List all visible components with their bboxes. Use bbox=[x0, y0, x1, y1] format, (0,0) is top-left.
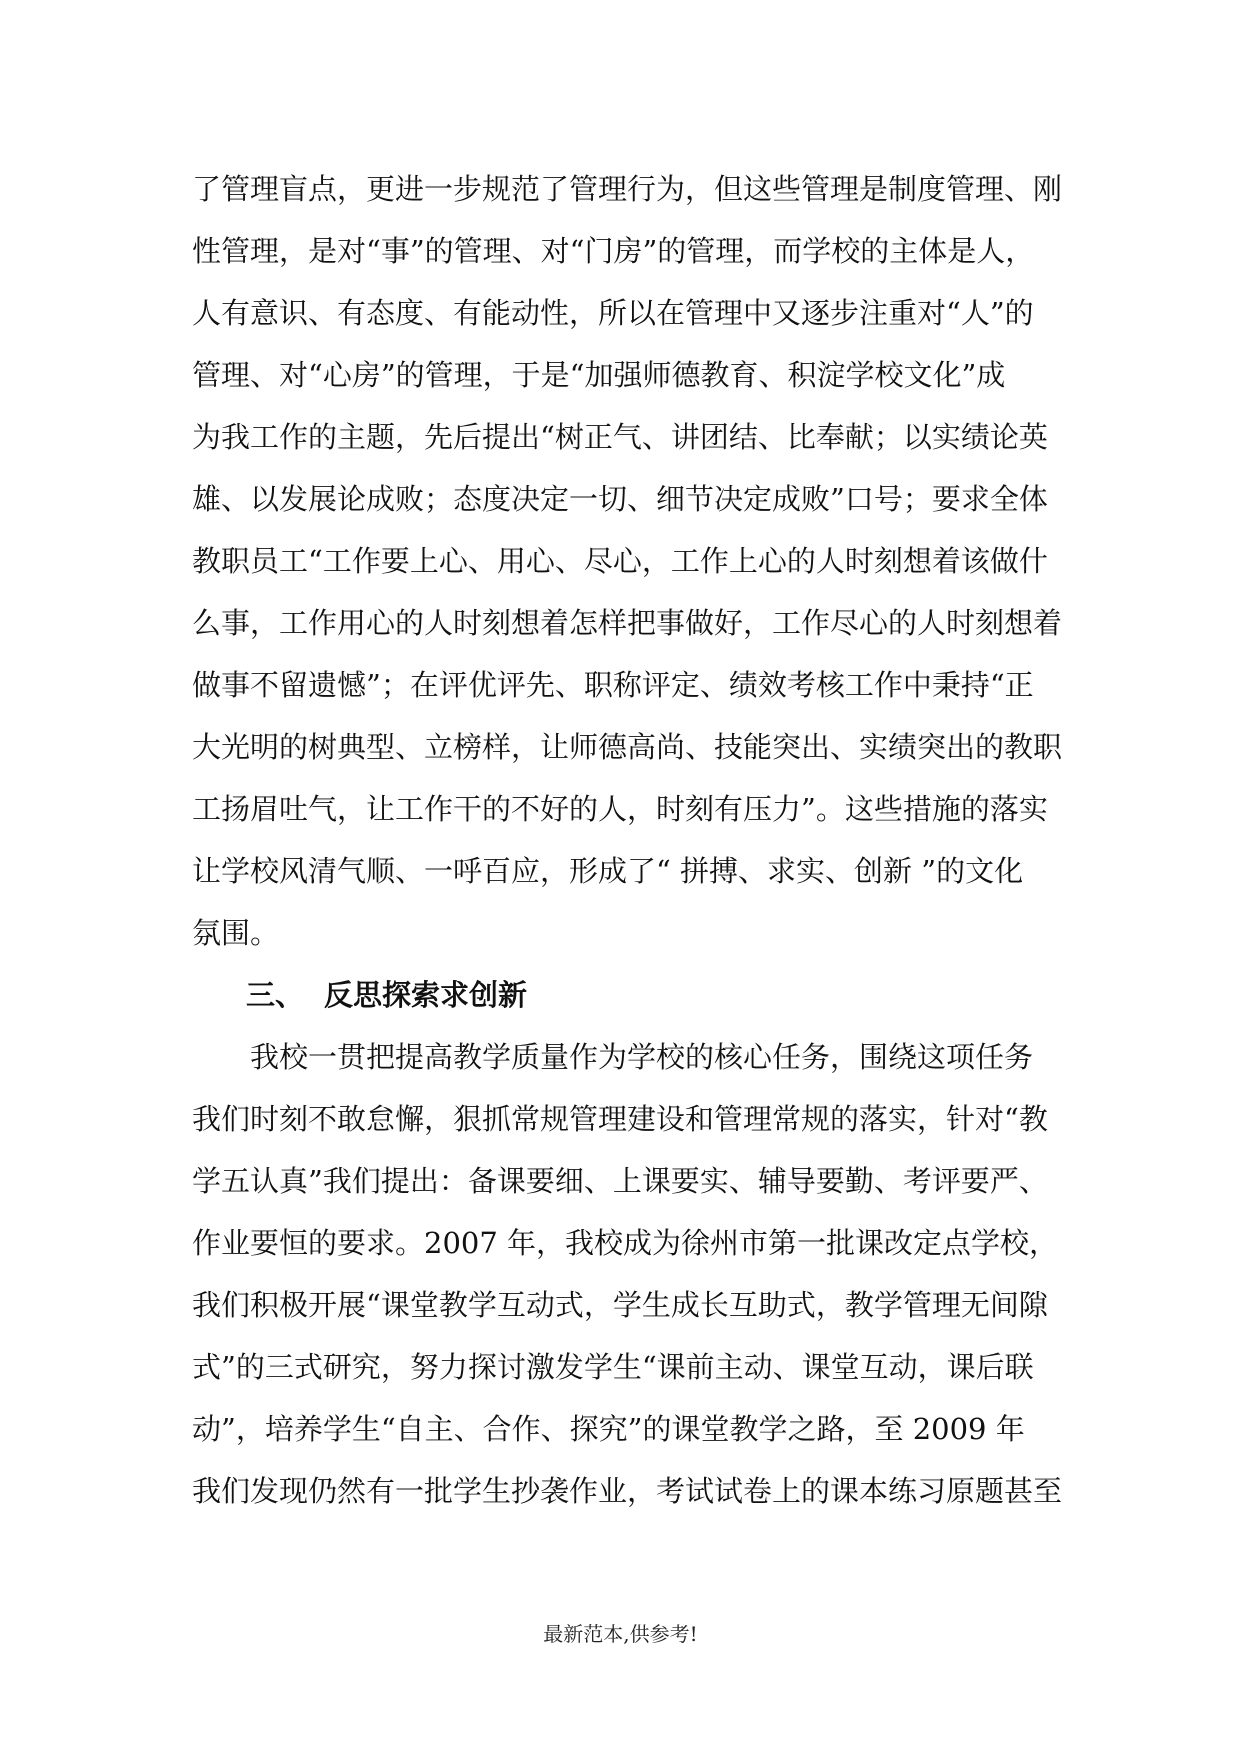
paragraph-1-line: 氛围。 bbox=[192, 916, 280, 950]
paragraph-2-line: 动”，培养学生“自主、合作、探究”的课堂教学之路，至 2009 年 bbox=[192, 1412, 1025, 1446]
paragraph-1-line: 做事不留遗憾”；在评优评先、职称评定、绩效考核工作中秉持“正 bbox=[192, 668, 1034, 702]
body-text bbox=[192, 158, 1068, 1522]
paragraph-1-line: 雄、以发展论成败；态度决定一切、细节决定成败”口号；要求全体 bbox=[192, 482, 1048, 516]
paragraph-1-line: 让学校风清气顺、一呼百应，形成了“ 拼搏、求实、创新 ”的文化 bbox=[192, 854, 1024, 888]
section-number: 三、 bbox=[246, 978, 305, 1012]
paragraph-1-line: 大光明的树典型、立榜样，让师德高尚、技能突出、实绩突出的教职 bbox=[192, 730, 1063, 764]
paragraph-1-line: 为我工作的主题，先后提出“树正气、讲团结、比奉献；以实绩论英 bbox=[192, 420, 1048, 454]
paragraph-2-line: 作业要恒的要求。2007 年，我校成为徐州市第一批课改定点学校， bbox=[192, 1226, 1059, 1260]
paragraph-2-line: 我们积极开展“课堂教学互动式，学生成长互助式，教学管理无间隙 bbox=[192, 1288, 1048, 1322]
page-footer: 最新范本,供参考! bbox=[543, 1622, 698, 1646]
section-title: 反思探索求创新 bbox=[324, 978, 528, 1012]
paragraph-1-line: 么事，工作用心的人时刻想着怎样把事做好，工作尽心的人时刻想着 bbox=[192, 606, 1063, 640]
paragraph-1-line: 性管理，是对“事”的管理、对“门房”的管理，而学校的主体是人， bbox=[192, 234, 1035, 268]
paragraph-2-line: 我们时刻不敢怠懈，狠抓常规管理建设和管理常规的落实，针对“教 bbox=[192, 1102, 1048, 1136]
section-heading bbox=[192, 964, 1068, 1026]
paragraph-2-line: 我们发现仍然有一批学生抄袭作业，考试试卷上的课本练习原题甚至 bbox=[192, 1474, 1063, 1508]
paragraph-2-line: 我校一贯把提高教学质量作为学校的核心任务，围绕这项任务 bbox=[250, 1040, 1034, 1074]
paragraph-1-line: 人有意识、有态度、有能动性，所以在管理中又逐步注重对“人”的 bbox=[192, 296, 1034, 330]
paragraph-1-line: 管理、对“心房”的管理，于是“加强师德教育、积淀学校文化”成 bbox=[192, 358, 1006, 392]
paragraph-1-line: 教职员工“工作要上心、用心、尽心，工作上心的人时刻想着该做什 bbox=[192, 544, 1048, 578]
paragraph-1-line: 工扬眉吐气，让工作干的不好的人，时刻有压力”。这些措施的落实 bbox=[192, 792, 1048, 826]
paragraph-2-line: 学五认真”我们提出：备课要细、上课要实、辅导要勤、考评要严、 bbox=[192, 1164, 1048, 1198]
paragraph-1-line: 了管理盲点，更进一步规范了管理行为，但这些管理是制度管理、刚 bbox=[192, 172, 1063, 206]
paragraph-2-line: 式”的三式研究，努力探讨激发学生“课前主动、课堂互动，课后联 bbox=[192, 1350, 1034, 1384]
